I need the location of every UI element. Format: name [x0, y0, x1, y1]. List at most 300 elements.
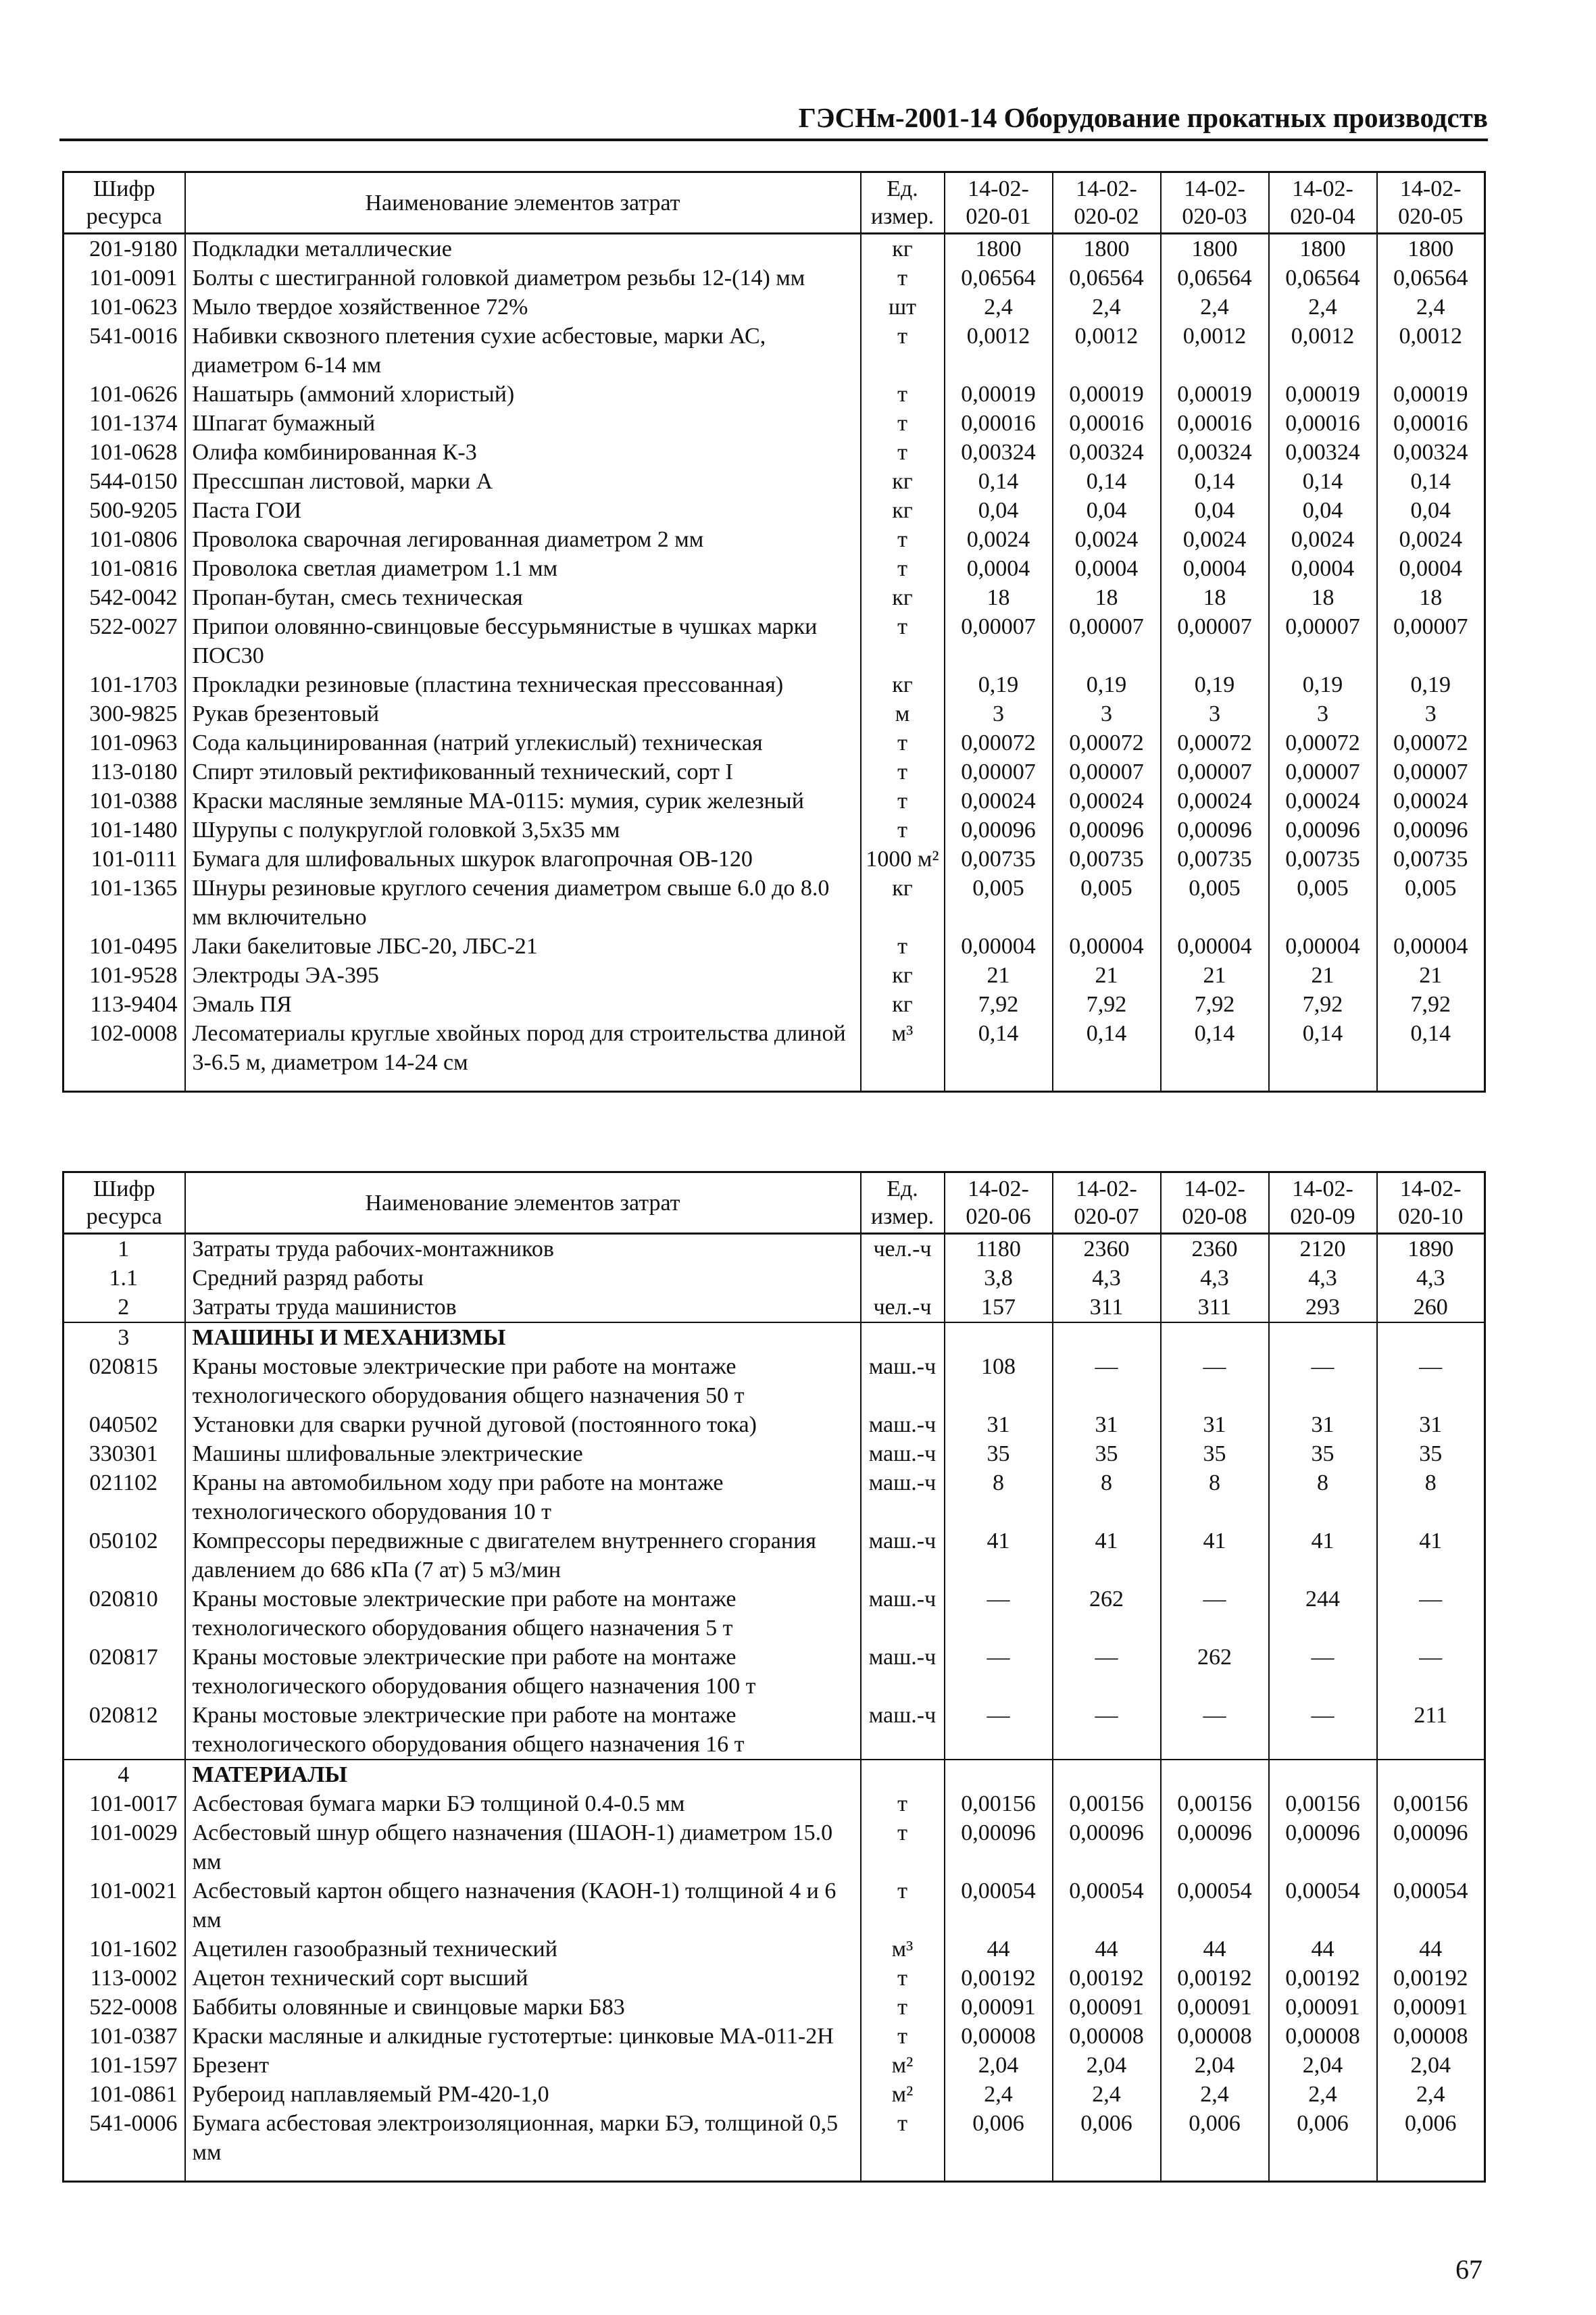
- table-row: [64, 874, 1485, 932]
- cell-resource-code: 541-0016: [64, 322, 185, 380]
- cell-resource-name: Затраты труда рабочих-монтажников: [185, 1234, 861, 1264]
- spacer-cell: [185, 2167, 861, 2182]
- cell-unit: т: [861, 728, 945, 757]
- cell-resource-code: 544-0150: [64, 467, 185, 496]
- cell-resource-name: Набивки сквозного плетения сухие асбестовые, марки АС, диаметром 6-14 мм: [185, 322, 861, 380]
- table-row: [64, 1935, 1485, 1964]
- cell-resource-name: Асбестовая бумага марки БЭ толщиной 0.4-0.5 мм: [185, 1789, 861, 1818]
- cell-resource-name: Ацетилен газообразный технический: [185, 1935, 861, 1964]
- cell-unit: [861, 1322, 945, 1352]
- cell-value-4: 1800: [1269, 234, 1377, 264]
- cell-value-3: —: [1161, 1585, 1269, 1643]
- cell-resource-code: 522-0027: [64, 612, 185, 670]
- table-row: [64, 961, 1485, 990]
- cell-value-2: 0,00019: [1053, 380, 1161, 409]
- cell-unit: м³: [861, 1019, 945, 1077]
- cell-value-3: 0,00096: [1161, 816, 1269, 845]
- header-unit: Ед. измер.: [861, 1172, 945, 1234]
- cell-value-4: 35: [1269, 1439, 1377, 1468]
- table-row: [64, 2080, 1485, 2109]
- table-body: [64, 1234, 1485, 2182]
- cell-unit: маш.-ч: [861, 1585, 945, 1643]
- cell-resource-code: 020812: [64, 1701, 185, 1760]
- header-col-1: 14-02-020-01: [945, 172, 1053, 234]
- header-col-4: 14-02-020-04: [1269, 172, 1377, 234]
- cell-value-3: 0,19: [1161, 670, 1269, 699]
- cell-value-2: 311: [1053, 1293, 1161, 1322]
- cell-value-4: 2,04: [1269, 2051, 1377, 2080]
- cell-value-5: 0,14: [1377, 1019, 1485, 1077]
- cell-value-1: 3,8: [945, 1264, 1053, 1293]
- table-row: [64, 583, 1485, 612]
- cell-value-5: —: [1377, 1352, 1485, 1410]
- cell-resource-code: 542-0042: [64, 583, 185, 612]
- cell-value-4: 0,19: [1269, 670, 1377, 699]
- cell-value-3: 0,00735: [1161, 845, 1269, 874]
- table-row: [64, 816, 1485, 845]
- spacer-cell: [1053, 1077, 1161, 1092]
- cell-value-1: 0,0012: [945, 322, 1053, 380]
- cell-value-5: 260: [1377, 1293, 1485, 1322]
- cell-resource-name: Краны мостовые электрические при работе на монтаже технологического оборудования общего назначения 16 т: [185, 1701, 861, 1760]
- header-code: Шифр ресурса: [64, 1172, 185, 1234]
- header-name: Наименование элементов затрат: [185, 172, 861, 234]
- cell-resource-code: 101-0111: [64, 845, 185, 874]
- table-row: [64, 1701, 1485, 1760]
- cell-value-5: 0,0012: [1377, 322, 1485, 380]
- cell-value-2: —: [1053, 1352, 1161, 1410]
- cell-value-5: 0,00008: [1377, 2022, 1485, 2051]
- cell-resource-code: 113-0002: [64, 1964, 185, 1993]
- cell-value-2: 0,00096: [1053, 1818, 1161, 1876]
- header-col-5: 14-02-020-05: [1377, 172, 1485, 234]
- table-row: [64, 2109, 1485, 2167]
- cell-value-1: 2,4: [945, 2080, 1053, 2109]
- cell-value-2: 41: [1053, 1526, 1161, 1585]
- cell-value-2: 0,14: [1053, 1019, 1161, 1077]
- cell-value-1: 0,00008: [945, 2022, 1053, 2051]
- header-unit: Ед. измер.: [861, 172, 945, 234]
- table-row: [64, 1818, 1485, 1876]
- header-col-2: 14-02-020-07: [1053, 1172, 1161, 1234]
- cell-value-5: 18: [1377, 583, 1485, 612]
- cell-value-5: 0,00096: [1377, 1818, 1485, 1876]
- cell-value-1: 0,00192: [945, 1964, 1053, 1993]
- cell-value-3: 41: [1161, 1526, 1269, 1585]
- cell-value-4: 31: [1269, 1410, 1377, 1439]
- cell-value-5: 0,00007: [1377, 612, 1485, 670]
- table-row: [64, 1585, 1485, 1643]
- cell-value-5: 1890: [1377, 1234, 1485, 1264]
- cell-resource-code: 101-0861: [64, 2080, 185, 2109]
- cell-value-5: [1377, 1322, 1485, 1352]
- cell-unit: т: [861, 1876, 945, 1935]
- cell-value-5: 0,00004: [1377, 932, 1485, 961]
- cell-value-1: 21: [945, 961, 1053, 990]
- cell-value-2: 0,00008: [1053, 2022, 1161, 2051]
- cell-value-4: 0,00091: [1269, 1993, 1377, 2022]
- header-rule: [59, 139, 1488, 141]
- cell-value-5: 0,00324: [1377, 438, 1485, 467]
- cell-resource-code: 101-1480: [64, 816, 185, 845]
- cell-value-4: 0,00016: [1269, 409, 1377, 438]
- cell-value-1: 0,06564: [945, 264, 1053, 293]
- cell-value-4: 0,00004: [1269, 932, 1377, 961]
- cell-resource-code: 101-0388: [64, 787, 185, 816]
- cell-value-2: 0,00007: [1053, 612, 1161, 670]
- cell-value-2: 35: [1053, 1439, 1161, 1468]
- cell-value-3: 0,00019: [1161, 380, 1269, 409]
- cell-unit: т: [861, 1818, 945, 1876]
- cell-value-4: 0,00007: [1269, 612, 1377, 670]
- cell-value-4: 0,00008: [1269, 2022, 1377, 2051]
- cell-value-3: 8: [1161, 1468, 1269, 1526]
- cell-value-4: 0,00072: [1269, 728, 1377, 757]
- cell-value-2: 21: [1053, 961, 1161, 990]
- cell-resource-name: Шурупы с полукруглой головкой 3,5x35 мм: [185, 816, 861, 845]
- cell-value-1: 0,00091: [945, 1993, 1053, 2022]
- cell-value-3: —: [1161, 1701, 1269, 1760]
- table-row: [64, 699, 1485, 728]
- cell-value-2: 0,005: [1053, 874, 1161, 932]
- cell-value-4: 0,00156: [1269, 1789, 1377, 1818]
- cell-resource-code: 101-0387: [64, 2022, 185, 2051]
- cell-value-4: 41: [1269, 1526, 1377, 1585]
- table-body: [64, 234, 1485, 1092]
- cell-value-4: [1269, 1760, 1377, 1789]
- cell-value-5: 2,04: [1377, 2051, 1485, 2080]
- cell-resource-name: Проволока светлая диаметром 1.1 мм: [185, 554, 861, 583]
- cell-resource-code: 101-0626: [64, 380, 185, 409]
- cell-unit: т: [861, 1993, 945, 2022]
- cell-value-1: 0,00007: [945, 612, 1053, 670]
- cell-resource-code: 101-1597: [64, 2051, 185, 2080]
- cell-value-4: 0,04: [1269, 496, 1377, 525]
- cell-value-1: 157: [945, 1293, 1053, 1322]
- cell-value-2: 0,00192: [1053, 1964, 1161, 1993]
- cell-value-4: 0,14: [1269, 1019, 1377, 1077]
- cell-value-1: 0,19: [945, 670, 1053, 699]
- cell-value-2: 0,00054: [1053, 1876, 1161, 1935]
- cell-unit: м²: [861, 2080, 945, 2109]
- cell-value-1: [945, 1760, 1053, 1789]
- table-row: [64, 612, 1485, 670]
- header-name: Наименование элементов затрат: [185, 1172, 861, 1234]
- cell-unit: т: [861, 554, 945, 583]
- cell-value-2: 0,00735: [1053, 845, 1161, 874]
- cell-value-3: 0,0012: [1161, 322, 1269, 380]
- cell-value-4: 0,00007: [1269, 757, 1377, 787]
- cell-value-5: 0,00735: [1377, 845, 1485, 874]
- table-row: [64, 990, 1485, 1019]
- cell-value-2: 0,00324: [1053, 438, 1161, 467]
- cell-unit: [861, 1760, 945, 1789]
- table-row: [64, 1234, 1485, 1264]
- spacer-cell: [861, 2167, 945, 2182]
- cell-resource-code: 541-0006: [64, 2109, 185, 2167]
- cell-unit: кг: [861, 874, 945, 932]
- cell-resource-name: Припои оловянно-свинцовые бессурьмянистые в чушках марки ПОС30: [185, 612, 861, 670]
- cell-value-4: —: [1269, 1701, 1377, 1760]
- cell-value-1: 0,00004: [945, 932, 1053, 961]
- table-header-row: [64, 172, 1485, 234]
- cell-resource-code: 300-9825: [64, 699, 185, 728]
- cell-value-1: 0,00072: [945, 728, 1053, 757]
- cell-value-3: 0,00016: [1161, 409, 1269, 438]
- cell-unit: т: [861, 1789, 945, 1818]
- cell-resource-name: Олифа комбинированная К-3: [185, 438, 861, 467]
- cell-unit: м: [861, 699, 945, 728]
- cell-unit: т: [861, 787, 945, 816]
- cell-resource-name: Пропан-бутан, смесь техническая: [185, 583, 861, 612]
- cell-value-1: 2,04: [945, 2051, 1053, 2080]
- table-row: [64, 1964, 1485, 1993]
- table-row: [64, 1410, 1485, 1439]
- cell-resource-name: Бумага асбестовая электроизоляционная, марки БЭ, толщиной 0,5 мм: [185, 2109, 861, 2167]
- cell-unit: чел.-ч: [861, 1234, 945, 1264]
- cell-value-1: 41: [945, 1526, 1053, 1585]
- cell-value-5: 0,005: [1377, 874, 1485, 932]
- cell-value-5: 41: [1377, 1526, 1485, 1585]
- cell-value-2: 3: [1053, 699, 1161, 728]
- cell-value-3: 0,04: [1161, 496, 1269, 525]
- table-row: [64, 1876, 1485, 1935]
- cell-value-5: 0,19: [1377, 670, 1485, 699]
- cell-value-5: 4,3: [1377, 1264, 1485, 1293]
- cell-resource-code: 020817: [64, 1643, 185, 1701]
- spacer-cell: [1161, 1077, 1269, 1092]
- header-col-3: 14-02-020-03: [1161, 172, 1269, 234]
- cell-value-5: 0,04: [1377, 496, 1485, 525]
- cell-value-2: [1053, 1322, 1161, 1352]
- cell-unit: маш.-ч: [861, 1439, 945, 1468]
- cell-value-3: 0,00192: [1161, 1964, 1269, 1993]
- cell-resource-name: Средний разряд работы: [185, 1264, 861, 1293]
- cell-resource-code: 101-9528: [64, 961, 185, 990]
- cell-resource-code: 101-0017: [64, 1789, 185, 1818]
- cell-value-4: 0,00019: [1269, 380, 1377, 409]
- cell-resource-name: Бумага для шлифовальных шкурок влагопрочная ОВ-120: [185, 845, 861, 874]
- cell-value-5: 0,00054: [1377, 1876, 1485, 1935]
- page-number: 67: [1455, 2254, 1482, 2285]
- cell-value-4: 4,3: [1269, 1264, 1377, 1293]
- cell-value-5: 1800: [1377, 234, 1485, 264]
- cell-value-1: 1800: [945, 234, 1053, 264]
- cell-value-2: 0,0024: [1053, 525, 1161, 554]
- cell-resource-code: 020815: [64, 1352, 185, 1410]
- cell-resource-name: Брезент: [185, 2051, 861, 2080]
- cell-resource-name: Затраты труда машинистов: [185, 1293, 861, 1322]
- cell-value-2: 2360: [1053, 1234, 1161, 1264]
- cell-unit: т: [861, 757, 945, 787]
- cell-value-4: 0,0004: [1269, 554, 1377, 583]
- cell-value-4: 2120: [1269, 1234, 1377, 1264]
- cell-value-4: 0,00096: [1269, 1818, 1377, 1876]
- cell-resource-name: Асбестовый картон общего назначения (КАОН-1) толщиной 4 и 6 мм: [185, 1876, 861, 1935]
- cell-resource-code: 101-1374: [64, 409, 185, 438]
- cell-value-3: 0,00024: [1161, 787, 1269, 816]
- table-row: [64, 1993, 1485, 2022]
- cell-value-3: 7,92: [1161, 990, 1269, 1019]
- cell-value-3: 0,00324: [1161, 438, 1269, 467]
- cell-value-3: 0,00004: [1161, 932, 1269, 961]
- spacer-cell: [945, 1077, 1053, 1092]
- cell-value-3: 0,005: [1161, 874, 1269, 932]
- cell-resource-name: Компрессоры передвижные с двигателем внутреннего сгорания давлением до 686 кПа (7 ат) 5 м3/мин: [185, 1526, 861, 1585]
- cell-resource-name: Лаки бакелитовые ЛБС-20, ЛБС-21: [185, 932, 861, 961]
- cell-value-5: 0,00192: [1377, 1964, 1485, 1993]
- cell-value-1: 0,00016: [945, 409, 1053, 438]
- spacer-cell: [861, 1077, 945, 1092]
- cell-value-1: 0,006: [945, 2109, 1053, 2167]
- cell-value-4: 2,4: [1269, 2080, 1377, 2109]
- table-row: [64, 438, 1485, 467]
- table-spacer-row: [64, 2167, 1485, 2182]
- cell-unit: кг: [861, 583, 945, 612]
- cell-value-5: 0,0004: [1377, 554, 1485, 583]
- cell-resource-name: Прессшпан листовой, марки А: [185, 467, 861, 496]
- cell-unit: кг: [861, 496, 945, 525]
- cell-value-3: 44: [1161, 1935, 1269, 1964]
- section-row: [64, 1322, 1485, 1352]
- cell-value-5: 0,006: [1377, 2109, 1485, 2167]
- cell-value-2: 0,00007: [1053, 757, 1161, 787]
- cell-value-1: 0,00007: [945, 757, 1053, 787]
- cell-resource-name: Асбестовый шнур общего назначения (ШАОН-1) диаметром 15.0 мм: [185, 1818, 861, 1876]
- cell-value-3: 31: [1161, 1410, 1269, 1439]
- cell-unit: кг: [861, 234, 945, 264]
- cell-value-3: 3: [1161, 699, 1269, 728]
- cell-resource-name: Электроды ЭА-395: [185, 961, 861, 990]
- resource-table-2: [62, 1171, 1486, 2183]
- table-row: [64, 845, 1485, 874]
- table-row: [64, 554, 1485, 583]
- header-col-2: 14-02-020-02: [1053, 172, 1161, 234]
- resource-table-1: [62, 171, 1486, 1093]
- cell-unit: кг: [861, 990, 945, 1019]
- cell-value-4: 0,006: [1269, 2109, 1377, 2167]
- table-row: [64, 2022, 1485, 2051]
- cell-value-2: 0,00156: [1053, 1789, 1161, 1818]
- table-row: [64, 322, 1485, 380]
- cell-value-3: 0,00072: [1161, 728, 1269, 757]
- cell-resource-code: 113-9404: [64, 990, 185, 1019]
- cell-value-5: 2,4: [1377, 2080, 1485, 2109]
- cell-value-1: 35: [945, 1439, 1053, 1468]
- cell-unit: т: [861, 409, 945, 438]
- cell-value-4: 44: [1269, 1935, 1377, 1964]
- cell-resource-name: Лесоматериалы круглые хвойных пород для строительства длиной 3-6.5 м, диаметром 14-24 см: [185, 1019, 861, 1077]
- cell-value-1: 0,0004: [945, 554, 1053, 583]
- cell-unit: т: [861, 438, 945, 467]
- cell-value-1: 0,00735: [945, 845, 1053, 874]
- cell-resource-code: 500-9205: [64, 496, 185, 525]
- cell-value-3: 0,00054: [1161, 1876, 1269, 1935]
- cell-resource-code: 040502: [64, 1410, 185, 1439]
- cell-resource-name: Прокладки резиновые (пластина техническая прессованная): [185, 670, 861, 699]
- cell-value-5: 0,00019: [1377, 380, 1485, 409]
- cell-value-4: 0,0012: [1269, 322, 1377, 380]
- cell-value-5: —: [1377, 1643, 1485, 1701]
- cell-value-3: 21: [1161, 961, 1269, 990]
- cell-value-3: 2,04: [1161, 2051, 1269, 2080]
- cell-value-3: 2,4: [1161, 293, 1269, 322]
- cell-value-3: 0,14: [1161, 467, 1269, 496]
- cell-resource-name: Баббиты оловянные и свинцовые марки Б83: [185, 1993, 861, 2022]
- spacer-cell: [1269, 2167, 1377, 2182]
- cell-unit: кг: [861, 961, 945, 990]
- cell-value-1: 44: [945, 1935, 1053, 1964]
- cell-resource-code: 101-0021: [64, 1876, 185, 1935]
- spacer-cell: [1377, 1077, 1485, 1092]
- cell-value-2: 0,00072: [1053, 728, 1161, 757]
- cell-value-3: —: [1161, 1352, 1269, 1410]
- cell-resource-name: МАШИНЫ И МЕХАНИЗМЫ: [185, 1322, 861, 1352]
- cell-value-3: 35: [1161, 1439, 1269, 1468]
- table-row: [64, 932, 1485, 961]
- cell-unit: маш.-ч: [861, 1468, 945, 1526]
- cell-resource-name: Эмаль ПЯ: [185, 990, 861, 1019]
- cell-resource-code: 101-0029: [64, 1818, 185, 1876]
- cell-value-4: 0,06564: [1269, 264, 1377, 293]
- cell-unit: т: [861, 816, 945, 845]
- cell-value-3: 1800: [1161, 234, 1269, 264]
- table-row: [64, 1352, 1485, 1410]
- table-row: [64, 1439, 1485, 1468]
- cell-unit: чел.-ч: [861, 1293, 945, 1322]
- cell-value-5: 211: [1377, 1701, 1485, 1760]
- cell-value-1: 3: [945, 699, 1053, 728]
- cell-value-2: 31: [1053, 1410, 1161, 1439]
- cell-resource-code: 1: [64, 1234, 185, 1264]
- cell-value-3: 0,06564: [1161, 264, 1269, 293]
- cell-value-2: [1053, 1760, 1161, 1789]
- cell-value-5: 0,06564: [1377, 264, 1485, 293]
- cell-value-2: 0,00004: [1053, 932, 1161, 961]
- cell-value-3: 0,14: [1161, 1019, 1269, 1077]
- cell-value-3: 311: [1161, 1293, 1269, 1322]
- cell-value-2: 0,14: [1053, 467, 1161, 496]
- cell-value-3: 18: [1161, 583, 1269, 612]
- cell-value-2: 44: [1053, 1935, 1161, 1964]
- cell-value-4: 244: [1269, 1585, 1377, 1643]
- cell-value-5: 0,0024: [1377, 525, 1485, 554]
- cell-resource-name: Спирт этиловый ректификованный технический, сорт I: [185, 757, 861, 787]
- cell-value-3: 0,006: [1161, 2109, 1269, 2167]
- cell-value-1: 0,14: [945, 467, 1053, 496]
- cell-value-5: 21: [1377, 961, 1485, 990]
- cell-value-1: 0,00054: [945, 1876, 1053, 1935]
- cell-value-2: —: [1053, 1643, 1161, 1701]
- cell-resource-code: 3: [64, 1322, 185, 1352]
- cell-value-1: 108: [945, 1352, 1053, 1410]
- cell-value-1: 31: [945, 1410, 1053, 1439]
- cell-resource-code: 1.1: [64, 1264, 185, 1293]
- cell-value-2: 0,00024: [1053, 787, 1161, 816]
- table-row: [64, 409, 1485, 438]
- cell-value-4: 3: [1269, 699, 1377, 728]
- table-row: [64, 496, 1485, 525]
- cell-resource-name: Мыло твердое хозяйственное 72%: [185, 293, 861, 322]
- cell-unit: кг: [861, 467, 945, 496]
- cell-value-3: [1161, 1322, 1269, 1352]
- cell-value-3: 0,00007: [1161, 612, 1269, 670]
- table-row: [64, 525, 1485, 554]
- page-header-title: ГЭСНм-2001-14 Оборудование прокатных производств: [798, 102, 1488, 133]
- cell-value-3: 0,0004: [1161, 554, 1269, 583]
- cell-value-4: —: [1269, 1643, 1377, 1701]
- header-col-3: 14-02-020-08: [1161, 1172, 1269, 1234]
